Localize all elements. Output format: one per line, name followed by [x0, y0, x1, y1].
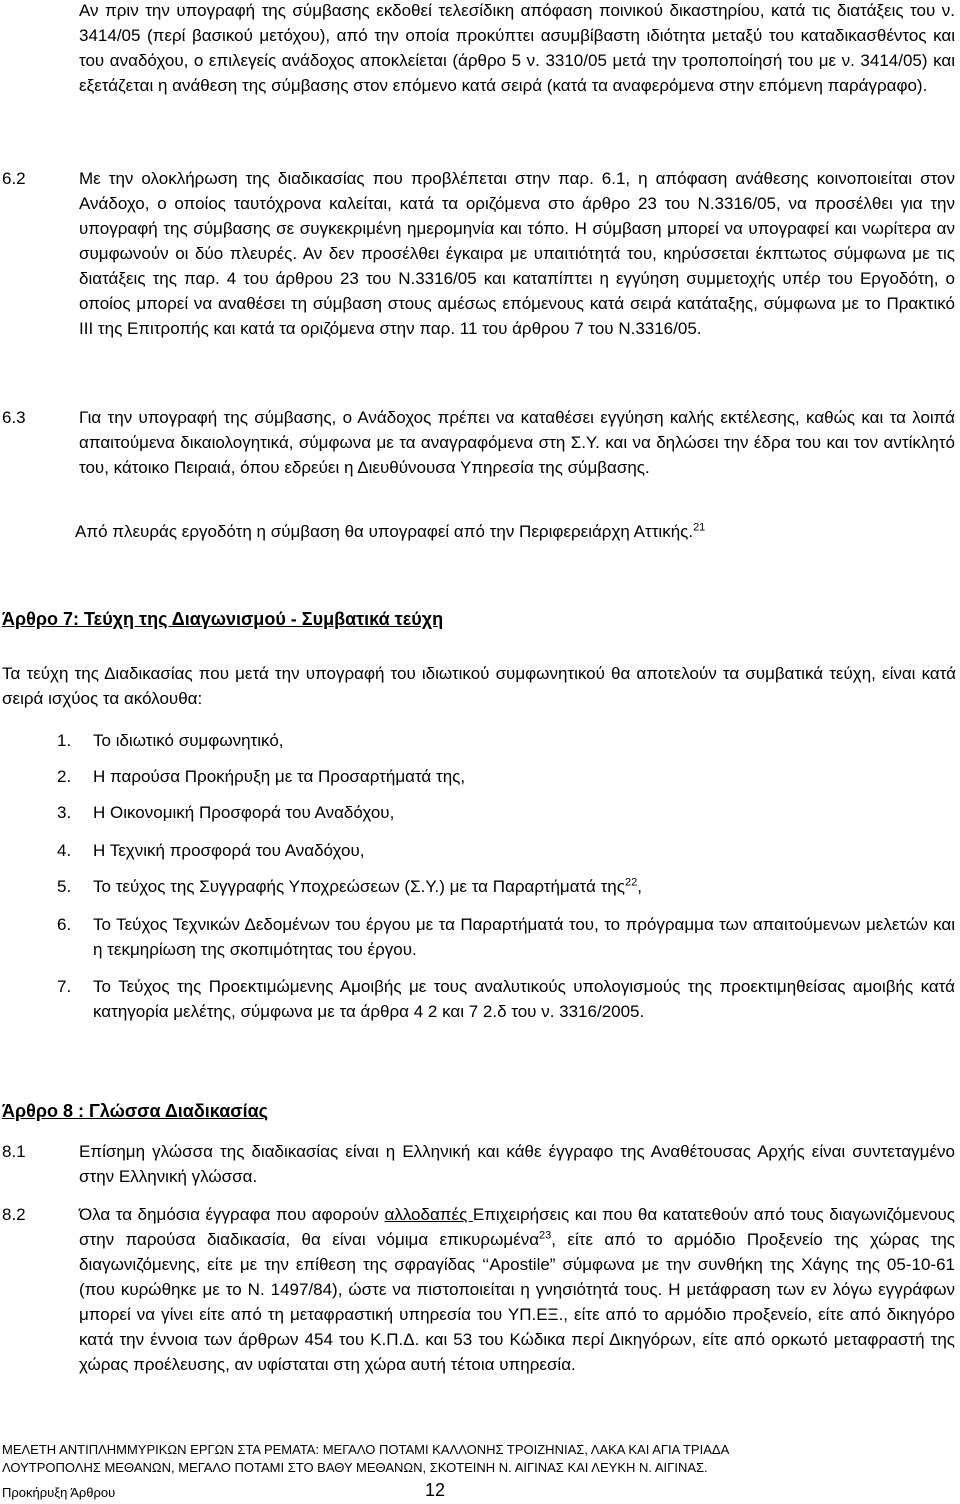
list-item-punct: ,: [637, 877, 642, 896]
footnote-ref-23: 23: [539, 1229, 552, 1242]
list-item-text: Το τεύχος της Συγγραφής Υποχρεώσεων (Σ.Υ.) με τα Παραρτήματά της: [93, 877, 625, 896]
article-7-heading-text: Άρθρο 7: Τεύχη της Διαγωνισμού - Συμβατικά τεύχη: [2, 609, 444, 629]
paragraph-number-6-2: 6.2: [2, 169, 26, 188]
list-item-number: 5.: [57, 877, 72, 896]
article-7-heading: [2, 607, 443, 632]
signature-text: Από πλευράς εργοδότη η σύμβαση θα υπογραφεί από την Περιφερειάρχη Αττικής.: [75, 522, 694, 541]
list-item-text: Το Τεύχος της Προεκτιμώμενης Αμοιβής με τους αναλυτικούς υπολογισμούς της προεκτιμηθείσας αμοιβής κατά κατηγορία μελέτης, σύμφωνα με τα άρθρα 4 2 και 7 2.δ του ν. 3316/2005.: [93, 977, 955, 1021]
list-item-text: Το Τεύχος Τεχνικών Δεδομένων του έργου με τα Παραρτήματά του, το πρόγραμμα των απαιτούμενων μελετών και η τεκμηρίωση της σκοπιμότητας του έργου.: [93, 915, 955, 959]
list-item-number: 1.: [57, 731, 72, 750]
underlined-word: αλλοδαπές: [384, 1205, 473, 1224]
list-item-number: 7.: [57, 977, 72, 996]
list-item-number: 3.: [57, 803, 72, 822]
paragraph-6-3: Για την υπογραφή της σύμβασης, ο Ανάδοχος πρέπει να καταθέσει εγγύηση καλής εκτέλεσης, καθώς και τα λοιπά απαιτούμενα δικαιολογητικά, σύμφωνα με τα αναγραφόμενα στη Σ.Υ. και να δηλώσει την έδρα του και τον αντίκλητό του, κάτοικο Πειραιά, όπου εδρεύει η Διευθύνουσα Υπηρεσία της σύμβασης.: [79, 408, 955, 477]
paragraph-8-2-text-c: , είτε από το αρμόδιο Προξενείο της χώρας της διαγωνιζόμενης, είτε με την επίθεση της σφραγίδας ‘‘Apostile” σύμφωνα με την συνθήκη της Χάγης της 05-10-61 (που κυρώθηκε με το Ν. 1497/84), ώστε να πιστοποιείται η γνησιότητά τους. Η μετάφραση των εν λόγω εγγράφων μπορεί να γίνει είτε από τη μεταφραστική υπηρεσία του ΥΠ.ΕΞ., είτε από το αρμόδιο προξενείο, είτε από δικηγόρο κατά την έννοια των άρθρων 454 του Κ.Π.Δ. και 53 του Κώδικα περί Δικηγόρων, είτε από ορκωτό μεταφραστή της χώρας προέλευσης, αν υφίσταται στη χώρα αυτή τέτοια υπηρεσία.: [79, 1230, 955, 1374]
paragraph-8-2-text-b: Επιχειρήσεις και που θα κατατεθούν από τους διαγωνιζόμενους στην παρούσα διαδικασία, θα είναι νόμιμα επικυρωμένα: [79, 1205, 955, 1249]
footer-doc-label: Προκήρυξη Άρθρου: [2, 1485, 116, 1500]
paragraph-number-8-1: 8.1: [2, 1142, 26, 1161]
list-item-text-wrap: [93, 874, 955, 899]
article-8-heading-text: Άρθρο 8 : Γλώσσα Διαδικασίας: [2, 1101, 269, 1121]
footer-project-line-2: ΛΟΥΤΡΟΠΟΛΗΣ ΜΕΘΑΝΩΝ, ΜΕΓΑΛΟ ΠΟΤΑΜΙ ΣΤΟ ΒΑΘΥ ΜΕΘΑΝΩΝ, ΣΚΟΤΕΙΝΗ Ν. ΑΙΓΙΝΑΣ ΚΑΙ ΛΕΥΚΗ Ν. ΑΙΓΙΝΑΣ.: [2, 1460, 708, 1475]
article-7-intro: Τα τεύχη της Διαδικασίας που μετά την υπογραφή του ιδιωτικού συμφωνητικού θα αποτελούν τα συμβατικά τεύχη, είναι κατά σειρά ισχύος τα ακόλουθα:: [2, 664, 956, 708]
list-item-number: 2.: [57, 767, 72, 786]
paragraph-8-2-text-a: Όλα τα δημόσια έγγραφα που αφορούν: [79, 1205, 385, 1224]
paragraph-8-1: Επίσημη γλώσσα της διαδικασίας είναι η Ελληνική και κάθε έγγραφο της Αναθέτουσας Αρχής είναι συντεταγμένο στην Ελληνική γλώσσα.: [79, 1142, 955, 1186]
article-8-heading: [2, 1099, 268, 1124]
list-item-text: Η παρούσα Προκήρυξη με τα Προσαρτήματά της,: [93, 767, 466, 786]
list-item-number: 4.: [57, 841, 72, 860]
list-item-text: Η Οικονομική Προσφορά του Αναδόχου,: [93, 803, 395, 822]
paragraph-number-6-3: 6.3: [2, 408, 26, 427]
footnote-ref-22: 22: [624, 876, 638, 889]
paragraph-number-8-2: 8.2: [2, 1205, 26, 1224]
paragraph-8-2: [79, 1202, 955, 1377]
list-item-text: Η Τεχνική προσφορά του Αναδόχου,: [93, 841, 365, 860]
footnote-ref-21: 21: [693, 521, 706, 534]
intro-paragraph: Αν πριν την υπογραφή της σύμβασης εκδοθεί τελεσίδικη απόφαση ποινικού δικαστηρίου, κατά τις διατάξεις του ν. 3414/05 (περί βασικού μετόχου), από την οποία προκύπτει ασυμβίβαστη ιδιότητα μεταξύ του καταδικασθέντος και του αναδόχου, ο επιλεγείς ανάδοχος αποκλείεται (άρθρο 5 ν. 3310/05 μετά την τροποποίησή του με ν. 3414/05) και εξετάζεται η ανάθεση της σύμβασης στον επόμενο κατά σειρά (κατά τα αναφερόμενα στην επόμενη παράγραφο).: [79, 1, 955, 95]
list-item-text: Το ιδιωτικό συμφωνητικό,: [93, 731, 284, 750]
list-item-number: 6.: [57, 915, 72, 934]
signature-note: [75, 519, 955, 544]
footer-project-line-1: ΜΕΛΕΤΗ ΑΝΤΙΠΛΗΜΜΥΡΙΚΩΝ ΕΡΓΩΝ ΣΤΑ ΡΕΜΑΤΑ: ΜΕΓΑΛΟ ΠΟΤΑΜΙ ΚΑΛΛΟΝΗΣ ΤΡΟΙΖΗΝΙΑΣ, ΛΑΚΑ ΚΑΙ ΑΓΙΑ ΤΡΙΑΔΑ: [2, 1442, 730, 1457]
paragraph-6-2: Με την ολοκλήρωση της διαδικασίας που προβλέπεται στην παρ. 6.1, η απόφαση ανάθεσης κοινοποιείται στον Ανάδοχο, ο οποίος ταυτόχρονα καλείται, κατά τα οριζόμενα στο άρθρο 23 του Ν.3316/05, να προσέλθει για την υπογραφή της σύμβασης σε συγκεκριμένη ημερομηνία και τόπο. Η σύμβαση μπορεί να υπογραφεί και νωρίτερα αν συμφωνούν οι δύο πλευρές. Αν δεν προσέλθει έγκαιρα με υπαιτιότητά του, κηρύσσεται έκπτωτος σύμφωνα με τις διατάξεις της παρ. 4 του άρθρου 23 του Ν.3316/05 και καταπίπτει η εγγύηση συμμετοχής υπέρ του Εργοδότη, ο οποίος μπορεί να αναθέσει τη σύμβαση στους αμέσως επόμενους κατά σειρά κατάταξης, σύμφωνα με το Πρακτικό ΙΙΙ της Επιτροπής και κατά τα οριζόμενα στην παρ. 11 του άρθρου 7 του Ν.3316/05.: [79, 169, 955, 338]
page-number: 12: [425, 1480, 446, 1500]
